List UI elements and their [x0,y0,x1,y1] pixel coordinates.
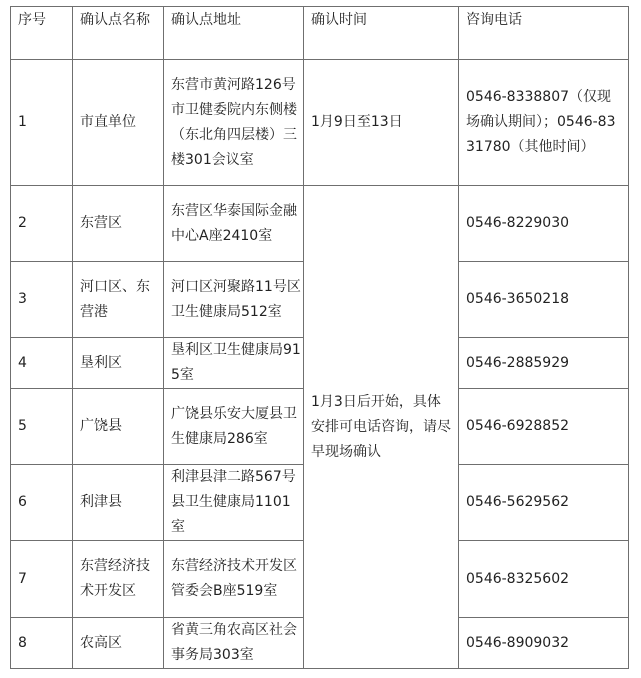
row-serial: 3 [11,262,73,338]
row-phone: 0546-5629562 [459,465,629,541]
header-point-address: 确认点地址 [164,7,304,60]
row-phone: 0546-6928852 [459,389,629,465]
row-point-name: 市直单位 [73,60,164,186]
row-phone: 0546-8325602 [459,541,629,618]
row-point-name: 广饶县 [73,389,164,465]
row-serial: 8 [11,618,73,669]
row-point-name: 利津县 [73,465,164,541]
table-row [11,60,629,186]
row-phone: 0546-8338807（仅现场确认期间）；0546-8331780（其他时间） [459,60,629,186]
row-point-address: 广饶县乐安大厦县卫生健康局286室 [164,389,304,465]
row-serial: 6 [11,465,73,541]
row-point-name: 农高区 [73,618,164,669]
row-serial: 1 [11,60,73,186]
row-point-name: 东营经济技术开发区 [73,541,164,618]
row-point-address: 东营市黄河路126号市卫健委院内东侧楼（东北角四层楼）三楼301会议室 [164,60,304,186]
row-point-address: 河口区河聚路11号区卫生健康局512室 [164,262,304,338]
row-serial: 2 [11,186,73,262]
row-serial: 4 [11,338,73,389]
row-phone: 0546-8909032 [459,618,629,669]
row-confirm-time: 1月9日至13日 [304,60,459,186]
table-row [11,186,629,262]
confirmation-points-table [10,6,629,669]
row-point-address: 垦利区卫生健康局915室 [164,338,304,389]
row-phone: 0546-2885929 [459,338,629,389]
header-confirm-time: 确认时间 [304,7,459,60]
row-point-address: 东营经济技术开发区管委会B座519室 [164,541,304,618]
row-point-address: 省黄三角农高区社会事务局303室 [164,618,304,669]
row-point-name: 垦利区 [73,338,164,389]
row-point-address: 利津县津二路567号县卫生健康局1101室 [164,465,304,541]
shared-confirm-time: 1月3日后开始，具体安排可电话咨询，请尽早现场确认 [304,186,459,669]
row-point-address: 东营区华泰国际金融中心A座2410室 [164,186,304,262]
header-serial: 序号 [11,7,73,60]
row-serial: 5 [11,389,73,465]
row-point-name: 河口区、东营港 [73,262,164,338]
header-point-name: 确认点名称 [73,7,164,60]
row-phone: 0546-3650218 [459,262,629,338]
row-serial: 7 [11,541,73,618]
header-row [11,7,629,60]
row-point-name: 东营区 [73,186,164,262]
header-phone: 咨询电话 [459,7,629,60]
row-phone: 0546-8229030 [459,186,629,262]
